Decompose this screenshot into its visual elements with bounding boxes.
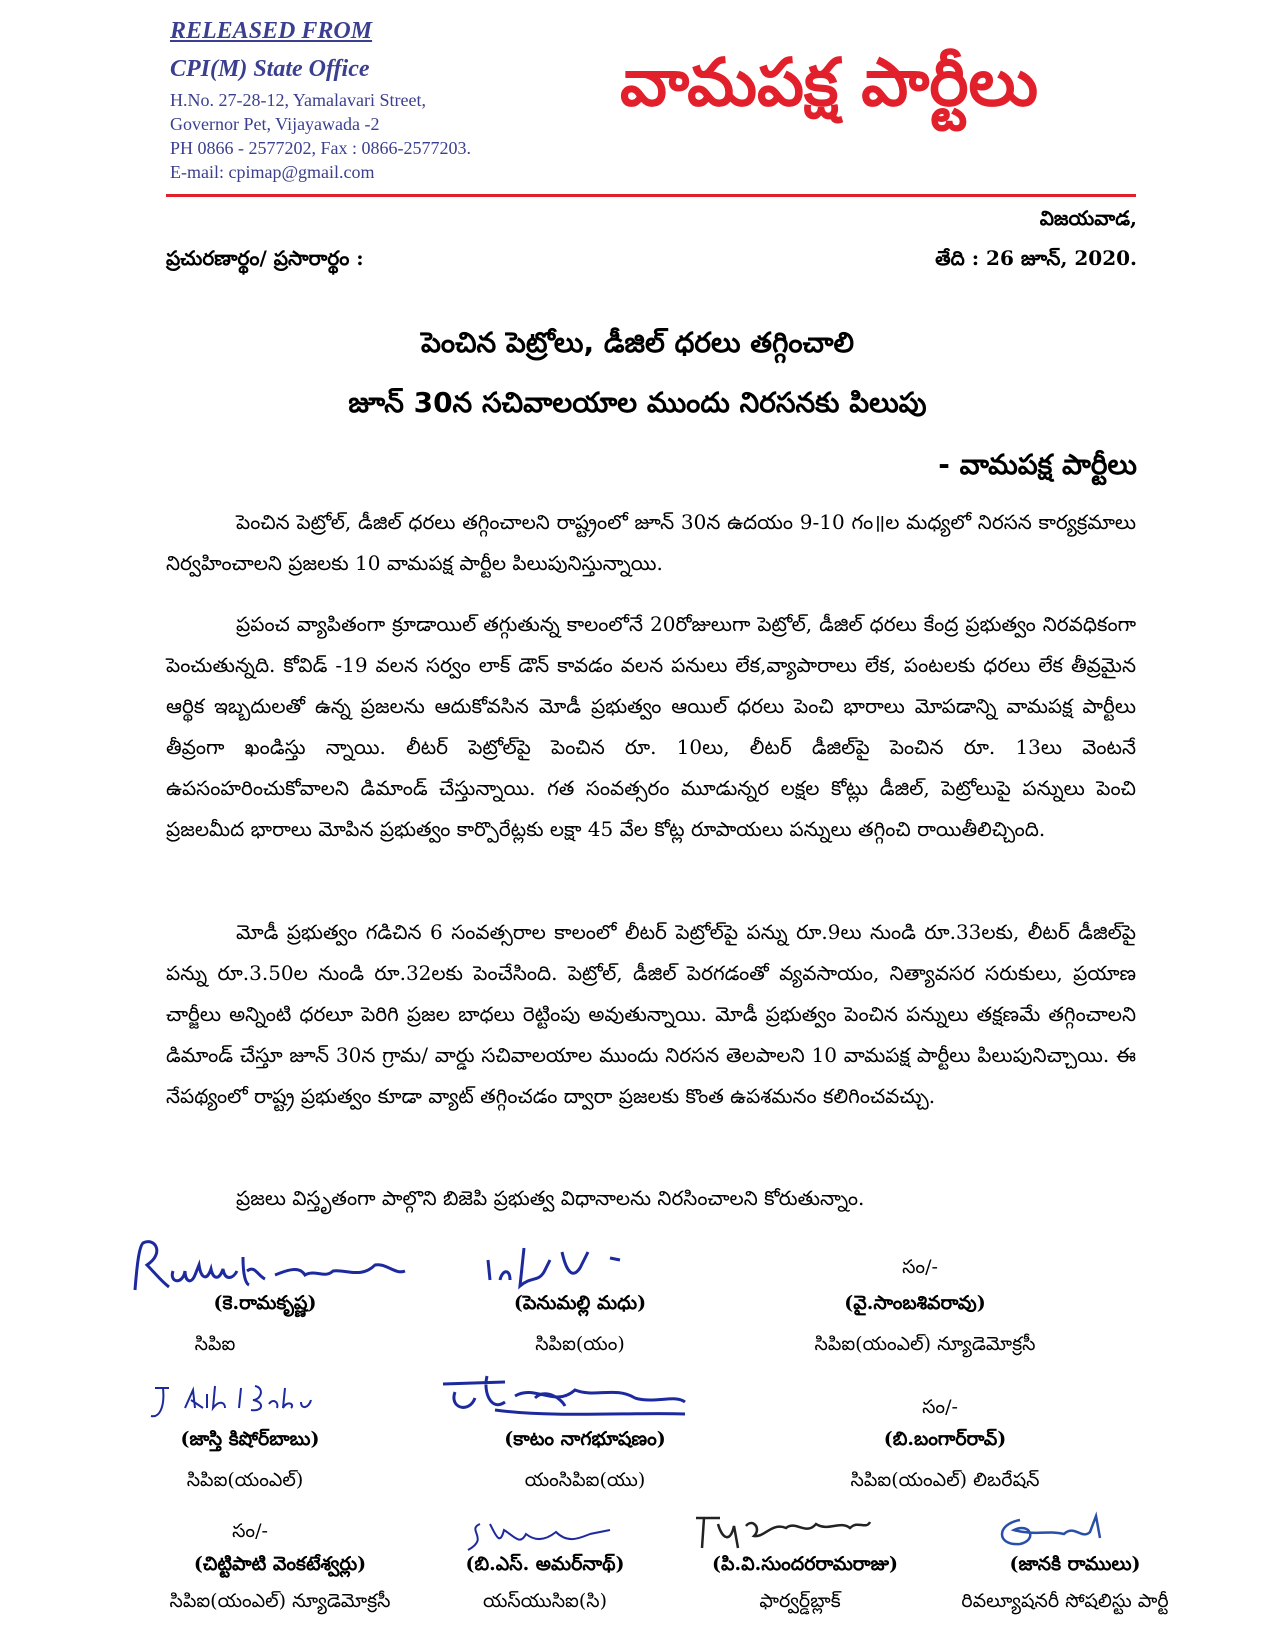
signatory-name: (పెనుమల్లి మధు) (513, 1292, 647, 1314)
contact-phone: PH 0866 - 2577202, Fax : 0866-2577203. (170, 138, 471, 158)
header-divider (166, 194, 1136, 197)
signatory-party: సిపిఐ(యంఎల్‌) లిబరేషన్‌ (850, 1469, 1040, 1491)
signatory-party: రివల్యూషనరీ సోషలిస్టు పార్టీ (961, 1590, 1169, 1612)
signatory-party: యంసిపిఐ(యు) (524, 1469, 646, 1491)
address-line: Governor Pet, Vijayawada -2 (170, 114, 380, 134)
place-label: విజయవాడ, (1039, 206, 1137, 230)
signature-kishore-babu (145, 1378, 345, 1426)
body-paragraph: మోడీ ప్రభుత్వం గడిచిన 6 సంవత్సరాల కాలంలో లీటర్‌ పెట్రోల్‌పై పన్ను రూ.9లు నుండి రూ.33లకు, లీటర్‌ డీజిల్‌పై పన్ను రూ.3.50ల నుండి రూ.32లకు పెంచేసింది. పెట్రోల్‌, డీజిల్‌ పెరగడంతో వ్యవసాయం, నిత్యావసర సరుకులు, ప్రయాణ చార్జీలు అన్నింటి ధరలూ పెరిగి ప్రజల బాధలు రెట్టింపు అవుతున్నాయి. మోడీ ప్రభుత్వం పెంచిన పన్నులు తక్షణమే తగ్గించాలని డిమాండ్‌ చేస్తూ జూన్‌ 30న గ్రామ/ వార్డు సచివాలయాల ముందు నిరసన తెలపాలని 10 వామపక్ష పార్టీలు పిలుపునిచ్చాయి. ఈ నేపథ్యంలో రాష్ట్ర ప్రభుత్వం కూడా వ్యాట్‌ తగ్గించడం ద్వారా ప్రజలకు కొంత ఉపశమనం కలిగించవచ్చు. (166, 920, 1136, 1108)
signatory-name: (బి.బంగార్‌రావ్‌) (883, 1428, 1007, 1450)
signature-proxy: సం/- (922, 1396, 958, 1418)
brand-title: వామపక్ష పార్టీలు (620, 44, 1039, 121)
signatory-name: (వై.సాంబశివరావు) (844, 1292, 986, 1314)
signatory-name: (కె.రామకృష్ణ) (213, 1292, 317, 1314)
signatory-party: ఫార్వర్డ్‌బ్లాక్‌ (759, 1590, 841, 1612)
headline-2: జూన్‌ 30న సచివాలయాల ముందు నిరసనకు పిలుపు (348, 386, 927, 419)
signatory-name: (జాస్తి కిషోర్‌బాబు) (180, 1428, 320, 1450)
contact-email: E-mail: cpimap@gmail.com (170, 162, 375, 182)
signature-amarnath (460, 1516, 630, 1556)
headline-1: పెంచిన పెట్రోలు, డీజిల్‌ ధరలు తగ్గించాలి (420, 326, 855, 359)
body-paragraph: పెంచిన పెట్రోల్‌, డీజిల్‌ ధరలు తగ్గించాలని రాష్ట్రంలో జూన్‌ 30న ఉదయం 9-10 గం॥ల మధ్యలో నిరసన కార్యక్రమాలు నిర్వహించాలని ప్రజలకు 10 వామపక్ష పార్టీల పిలుపునిస్తున్నాయి. (166, 510, 1136, 575)
signatory-party: సిపిఐ (194, 1333, 236, 1355)
signature-proxy: సం/- (232, 1520, 268, 1542)
office-name: CPI(M) State Office (170, 56, 370, 82)
address-line: H.No. 27-28-12, Yamalavari Street, (170, 90, 426, 110)
signatory-party: సిపిఐ(యంఎల్‌) (186, 1469, 304, 1491)
signature-sundararamaraju (690, 1508, 880, 1556)
signatory-name: (చిట్టిపాటి వెంకటేశ్వర్లు) (193, 1553, 367, 1575)
body-paragraph: ప్రజలు విస్తృతంగా పాల్గొని బిజెపి ప్రభుత్వ విధానాలను నిరసించాలని కోరుతున్నాం. (236, 1186, 865, 1210)
signatory-name: (బి.ఎస్‌. అమర్‌నాథ్‌) (465, 1553, 625, 1575)
signatory-party: సిపిఐ(యంఎల్‌) న్యూడెమోక్రసీ (814, 1333, 1036, 1355)
headline-signature: - వామపక్ష పార్టీలు (938, 448, 1137, 481)
body-paragraph: ప్రపంచ వ్యాపితంగా క్రూడాయిల్‌ తగ్గుతున్న కాలంలోనే 20రోజులుగా పెట్రోల్‌, డీజిల్‌ ధరలు కేంద్ర ప్రభుత్వం నిరవధికంగా పెంచుతున్నది. కోవిడ్‌ -19 వలన సర్వం లాక్‌ డౌన్‌ కావడం వలన పనులు లేక,వ్యాపారాలు లేక, పంటలకు ధరలు లేక తీవ్రమైన ఆర్థిక ఇబ్బదులతో ఉన్న ప్రజలను ఆదుకోవసిన మోడీ ప్రభుత్వం ఆయిల్‌ ధరలు పెంచి భారాలు మోపడాన్ని వామపక్ష పార్టీలు తీవ్రంగా ఖండిస్తు న్నాయి. లీటర్‌ పెట్రోల్‌పై పెంచిన రూ. 10లు, లీటర్‌ డీజిల్‌పై పెంచిన రూ. 13లు వెంటనే ఉపసంహరించుకోవాలని డిమాండ్‌ చేస్తున్నాయి. గత సంవత్సరం మూడున్నర లక్షల కోట్లు డీజిల్‌, పెట్రోలుపై పన్నులు పెంచి ప్రజలమీద భారాలు మోపిన ప్రభుత్వం కార్పొరేట్లకు లక్షా 45 వేల కోట్ల రూపాయలు పన్నులు తగ్గించి రాయితీలిచ్చింది. (166, 612, 1136, 841)
date-label: తేది : 26 జూన్‌, 2020. (935, 246, 1137, 270)
signatory-name: (పి.వి.సుందరరామరాజు) (712, 1553, 898, 1575)
signatory-party: సిపిఐ(యంఎల్‌) న్యూడెమోక్రసీ (169, 1590, 391, 1612)
signature-nagabhushanam (435, 1368, 705, 1428)
signatory-name: (కాటం నాగభూషణం) (504, 1428, 666, 1450)
publication-label: ప్రచురణార్థం/ ప్రసారార్థం : (166, 246, 364, 270)
signature-janaki-ramulu (990, 1510, 1130, 1554)
signatory-party: యస్‌యుసిఐ(సి) (482, 1590, 608, 1612)
signatory-party: సిపిఐ(యం) (535, 1333, 625, 1355)
signature-madhu (480, 1240, 660, 1295)
released-from-label: RELEASED FROM (170, 18, 373, 44)
signature-proxy: సం/- (902, 1256, 938, 1278)
signatory-name: (జానకి రాములు) (1009, 1553, 1141, 1575)
